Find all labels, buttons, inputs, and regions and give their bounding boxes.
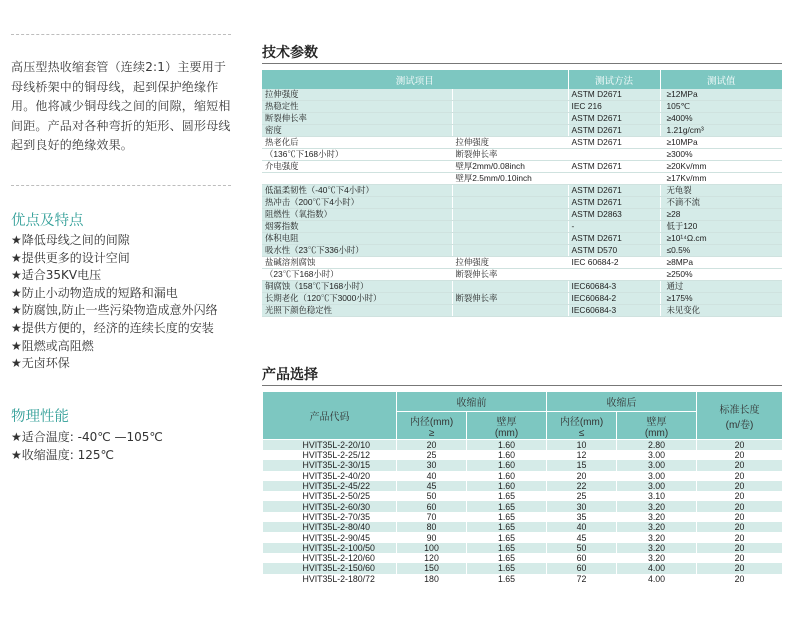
tech-subitem-cell: 壁厚2mm/0.08inch xyxy=(452,161,568,173)
tech-item-cell: （136℃下168小时） xyxy=(262,149,452,161)
product-row xyxy=(263,553,783,563)
tech-method-cell: IEC60684-3 xyxy=(568,305,660,317)
tech-subitem-cell xyxy=(452,209,568,221)
std-length-cell: 20 xyxy=(697,512,783,522)
id-after-cell: 50 xyxy=(547,543,617,553)
tech-row xyxy=(262,269,782,281)
product-row xyxy=(263,574,783,584)
product-code-cell: HVIT35L-2-70/35 xyxy=(263,512,397,522)
feature-item: ★阻燃或高阻燃 xyxy=(11,338,94,353)
std-length-cell: 20 xyxy=(697,501,783,511)
tech-header-value: 测试值 xyxy=(660,70,782,89)
std-length-cell: 20 xyxy=(697,491,783,501)
feature-item: ★提供更多的设计空间 xyxy=(11,250,130,265)
tech-method-cell xyxy=(568,269,660,281)
tech-value-cell: ≤0.5% xyxy=(660,245,782,257)
id-before-cell: 50 xyxy=(397,491,467,501)
id-before-cell: 45 xyxy=(397,481,467,491)
tech-subitem-cell xyxy=(452,305,568,317)
tech-value-cell: ≥10MPa xyxy=(660,137,782,149)
wall-after-cell: 3.20 xyxy=(617,522,697,532)
wall-after-cell: 3.00 xyxy=(617,450,697,460)
tech-subitem-cell xyxy=(452,125,568,137)
tech-row xyxy=(262,233,782,245)
id-before-cell: 70 xyxy=(397,512,467,522)
product-row xyxy=(263,501,783,511)
tech-value-cell: 1.21g/cm³ xyxy=(660,125,782,137)
product-table-body xyxy=(263,440,783,584)
wall-before-cell: 1.65 xyxy=(467,522,547,532)
wall-after-cell: 3.10 xyxy=(617,491,697,501)
tech-value-cell: ≥20Kv/mm xyxy=(660,161,782,173)
std-length-unit: (m/卷) xyxy=(725,419,754,431)
wall-after-cell: 3.20 xyxy=(617,532,697,542)
tech-method-cell: ASTM D2671 xyxy=(568,233,660,245)
std-length-cell: 20 xyxy=(697,440,783,451)
product-row xyxy=(263,563,783,573)
tech-row xyxy=(262,125,782,137)
std-length-cell: 20 xyxy=(697,450,783,460)
wall-after-sub: (mm) xyxy=(644,427,669,439)
header-before-shrink: 收缩前 xyxy=(397,392,547,412)
intro-paragraph: 高压型热收缩套管（连续2:1）主要用于母线桥架中的铜母线，起到保护绝缘作用。他将减少铜母线之间的间隙，缩短相间距。产品对各种弯折的矩形、圆形母线起到良好的绝缘效果。 xyxy=(11,60,231,152)
feature-item: ★提供方便的，经济的连续长度的安装 xyxy=(11,320,214,335)
product-header-row-1 xyxy=(263,392,783,412)
tech-method-cell: IEC 60684-2 xyxy=(568,257,660,269)
tech-value-cell: ≥28 xyxy=(660,209,782,221)
physical-item: ★适合温度: -40℃ —105℃ xyxy=(11,430,163,444)
tech-row xyxy=(262,209,782,221)
tech-value-cell: ≥300% xyxy=(660,149,782,161)
product-code-cell: HVIT35L-2-180/72 xyxy=(263,574,397,584)
product-code-cell: HVIT35L-2-50/25 xyxy=(263,491,397,501)
wall-before-sub: (mm) xyxy=(494,427,519,439)
tech-item-cell: （23℃下168小时） xyxy=(262,269,452,281)
tech-item-cell: 体积电阻 xyxy=(262,233,452,245)
tech-item-cell: 热冲击（200℃下4小时） xyxy=(262,197,452,209)
header-id-before xyxy=(397,412,467,440)
tech-value-cell: 低于120 xyxy=(660,221,782,233)
product-row xyxy=(263,512,783,522)
tech-row xyxy=(262,101,782,113)
id-before-cell: 180 xyxy=(397,574,467,584)
features-title: 优点及特点 xyxy=(11,213,84,229)
tech-method-cell: ASTM D2671 xyxy=(568,161,660,173)
product-row xyxy=(263,532,783,542)
product-row xyxy=(263,491,783,501)
std-length-cell: 20 xyxy=(697,481,783,491)
header-id-after xyxy=(547,412,617,440)
id-after-cell: 20 xyxy=(547,471,617,481)
wall-after-cell: 3.20 xyxy=(617,553,697,563)
wall-after-cell: 4.00 xyxy=(617,574,697,584)
tech-method-cell xyxy=(568,149,660,161)
header-wall-before xyxy=(467,412,547,440)
tech-subitem-cell: 断裂伸长率 xyxy=(452,149,568,161)
physical-item: ★收缩温度: 125℃ xyxy=(11,447,114,462)
id-after-cell: 60 xyxy=(547,563,617,573)
tech-header-row xyxy=(262,70,782,89)
tech-subitem-cell: 拉伸强度 xyxy=(452,137,568,149)
tech-subitem-cell: 壁厚2.5mm/0.10inch xyxy=(452,173,568,185)
wall-before-cell: 1.60 xyxy=(467,440,547,451)
tech-item-cell: 热老化后 xyxy=(262,137,452,149)
product-code-cell: HVIT35L-2-25/12 xyxy=(263,450,397,460)
feature-item: ★无卤环保 xyxy=(11,356,70,371)
tech-row xyxy=(262,293,782,305)
feature-item: ★防腐蚀,防止一些污染物造成意外闪络 xyxy=(11,303,218,318)
tech-item-cell: 断裂伸长率 xyxy=(262,113,452,125)
std-length-cell: 20 xyxy=(697,471,783,481)
id-before-cell: 30 xyxy=(397,460,467,470)
tech-method-cell: - xyxy=(568,221,660,233)
tech-item-cell: 介电强度 xyxy=(262,161,452,173)
header-std-length xyxy=(697,392,783,440)
tech-subitem-cell xyxy=(452,245,568,257)
std-length-cell: 20 xyxy=(697,522,783,532)
feature-item: ★适合35KV电压 xyxy=(11,268,102,283)
wall-after-cell: 2.80 xyxy=(617,440,697,451)
tech-value-cell: ≥175% xyxy=(660,293,782,305)
id-after-cell: 72 xyxy=(547,574,617,584)
product-row xyxy=(263,522,783,532)
tech-method-cell: ASTM D2671 xyxy=(568,185,660,197)
std-length-cell: 20 xyxy=(697,553,783,563)
product-code-cell: HVIT35L-2-120/60 xyxy=(263,553,397,563)
id-after-cell: 25 xyxy=(547,491,617,501)
product-code-cell: HVIT35L-2-150/60 xyxy=(263,563,397,573)
tech-row xyxy=(262,149,782,161)
product-row xyxy=(263,460,783,470)
wall-after-cell: 3.00 xyxy=(617,460,697,470)
tech-subitem-cell xyxy=(452,281,568,293)
wall-before-cell: 1.60 xyxy=(467,450,547,460)
product-title-rule xyxy=(262,385,782,386)
id-after-label: 内径(mm) xyxy=(559,416,604,428)
features-list xyxy=(11,232,218,373)
id-after-cell: 15 xyxy=(547,460,617,470)
id-before-cell: 25 xyxy=(397,450,467,460)
wall-before-cell: 1.65 xyxy=(467,501,547,511)
left-top-divider xyxy=(11,34,231,35)
tech-subitem-cell xyxy=(452,89,568,101)
wall-before-cell: 1.65 xyxy=(467,574,547,584)
wall-after-cell: 3.00 xyxy=(617,481,697,491)
tech-subitem-cell: 断裂伸长率 xyxy=(452,293,568,305)
tech-method-cell: IEC60684-2 xyxy=(568,293,660,305)
header-wall-after xyxy=(617,412,697,440)
id-before-cell: 80 xyxy=(397,522,467,532)
tech-row xyxy=(262,305,782,317)
wall-before-cell: 1.60 xyxy=(467,481,547,491)
tech-item-cell: 密度 xyxy=(262,125,452,137)
wall-after-cell: 3.00 xyxy=(617,471,697,481)
tech-row xyxy=(262,245,782,257)
id-before-cell: 120 xyxy=(397,553,467,563)
product-code-cell: HVIT35L-2-60/30 xyxy=(263,501,397,511)
tech-item-cell: 烟雾指数 xyxy=(262,221,452,233)
wall-before-cell: 1.65 xyxy=(467,563,547,573)
id-after-cell: 45 xyxy=(547,532,617,542)
tech-method-cell: ASTM D2671 xyxy=(568,125,660,137)
tech-value-cell: 通过 xyxy=(660,281,782,293)
id-after-cell: 10 xyxy=(547,440,617,451)
wall-after-label: 壁厚 xyxy=(646,416,667,428)
tech-row xyxy=(262,257,782,269)
id-after-cell: 60 xyxy=(547,553,617,563)
physical-list xyxy=(11,429,163,464)
product-code-cell: HVIT35L-2-20/10 xyxy=(263,440,397,451)
tech-method-cell: ASTM D570 xyxy=(568,245,660,257)
tech-subitem-cell: 拉伸强度 xyxy=(452,257,568,269)
wall-after-cell: 3.20 xyxy=(617,512,697,522)
tech-value-cell: ≥12MPa xyxy=(660,89,782,101)
id-before-cell: 100 xyxy=(397,543,467,553)
header-after-shrink: 收缩后 xyxy=(547,392,697,412)
wall-before-label: 壁厚 xyxy=(496,416,517,428)
tech-value-cell: 105℃ xyxy=(660,101,782,113)
physical-title: 物理性能 xyxy=(11,409,69,425)
tech-header-item: 测试项目 xyxy=(262,70,568,89)
tech-row xyxy=(262,113,782,125)
wall-before-cell: 1.60 xyxy=(467,460,547,470)
header-product-code: 产品代码 xyxy=(263,392,397,440)
tech-header-method: 测试方法 xyxy=(568,70,660,89)
std-length-cell: 20 xyxy=(697,543,783,553)
id-after-cell: 12 xyxy=(547,450,617,460)
tech-method-cell: ASTM D2671 xyxy=(568,137,660,149)
tech-value-cell: 未见变化 xyxy=(660,305,782,317)
tech-value-cell: ≥400% xyxy=(660,113,782,125)
tech-row xyxy=(262,89,782,101)
wall-after-cell: 3.20 xyxy=(617,543,697,553)
wall-before-cell: 1.65 xyxy=(467,491,547,501)
tech-subitem-cell xyxy=(452,197,568,209)
id-before-cell: 150 xyxy=(397,563,467,573)
wall-before-cell: 1.65 xyxy=(467,532,547,542)
tech-item-cell: 阻燃性（氧指数） xyxy=(262,209,452,221)
tech-item-cell: 热稳定性 xyxy=(262,101,452,113)
tech-table-body xyxy=(262,89,782,317)
tech-method-cell xyxy=(568,173,660,185)
wall-before-cell: 1.65 xyxy=(467,512,547,522)
tech-row xyxy=(262,137,782,149)
product-section-title: 产品选择 xyxy=(262,367,318,383)
id-before-sub: ≥ xyxy=(428,427,435,439)
tech-value-cell: ≥8MPa xyxy=(660,257,782,269)
tech-subitem-cell: 断裂伸长率 xyxy=(452,269,568,281)
id-before-label: 内径(mm) xyxy=(409,416,454,428)
id-after-cell: 40 xyxy=(547,522,617,532)
tech-item-cell: 铜腐蚀（158℃下168小时） xyxy=(262,281,452,293)
tech-item-cell: 光照下颜色稳定性 xyxy=(262,305,452,317)
feature-item: ★降低母线之间的间隙 xyxy=(11,233,130,247)
wall-before-cell: 1.65 xyxy=(467,543,547,553)
id-before-cell: 90 xyxy=(397,532,467,542)
tech-subitem-cell xyxy=(452,101,568,113)
tech-method-cell: IEC60684-3 xyxy=(568,281,660,293)
id-after-cell: 35 xyxy=(547,512,617,522)
std-length-label: 标准长度 xyxy=(719,404,760,416)
tech-title-rule xyxy=(262,63,782,64)
tech-item-cell: 拉伸强度 xyxy=(262,89,452,101)
product-code-cell: HVIT35L-2-40/20 xyxy=(263,471,397,481)
tech-row xyxy=(262,221,782,233)
id-after-cell: 22 xyxy=(547,481,617,491)
intro-divider xyxy=(11,185,231,186)
id-before-cell: 40 xyxy=(397,471,467,481)
wall-after-cell: 3.20 xyxy=(617,501,697,511)
id-before-cell: 20 xyxy=(397,440,467,451)
id-before-cell: 60 xyxy=(397,501,467,511)
tech-row xyxy=(262,197,782,209)
tech-row xyxy=(262,281,782,293)
tech-row xyxy=(262,173,782,185)
product-row xyxy=(263,481,783,491)
std-length-cell: 20 xyxy=(697,532,783,542)
tech-item-cell xyxy=(262,173,452,185)
tech-subitem-cell xyxy=(452,221,568,233)
tech-item-cell: 低温柔韧性（-40℃下4小时） xyxy=(262,185,452,197)
product-code-cell: HVIT35L-2-45/22 xyxy=(263,481,397,491)
tech-item-cell: 盐碱溶剂腐蚀 xyxy=(262,257,452,269)
tech-subitem-cell xyxy=(452,233,568,245)
wall-after-cell: 4.00 xyxy=(617,563,697,573)
tech-row xyxy=(262,185,782,197)
tech-params-table xyxy=(262,70,782,317)
feature-item: ★防止小动物造成的短路和漏电 xyxy=(11,285,178,300)
product-row xyxy=(263,471,783,481)
wall-before-cell: 1.65 xyxy=(467,553,547,563)
tech-value-cell: ≥250% xyxy=(660,269,782,281)
std-length-cell: 20 xyxy=(697,460,783,470)
tech-value-cell: ≥10¹⁴Ω.cm xyxy=(660,233,782,245)
tech-method-cell: ASTM D2671 xyxy=(568,113,660,125)
tech-subitem-cell xyxy=(452,113,568,125)
tech-method-cell: IEC 216 xyxy=(568,101,660,113)
product-table xyxy=(262,391,783,584)
tech-value-cell: 不滴不流 xyxy=(660,197,782,209)
product-row xyxy=(263,450,783,460)
std-length-cell: 20 xyxy=(697,563,783,573)
tech-subitem-cell xyxy=(452,185,568,197)
tech-item-cell: 长期老化（120℃下3000小时） xyxy=(262,293,452,305)
tech-section-title: 技术参数 xyxy=(262,45,318,61)
tech-method-cell: ASTM D2863 xyxy=(568,209,660,221)
product-row xyxy=(263,543,783,553)
tech-item-cell: 吸水性（23℃下336小时） xyxy=(262,245,452,257)
id-after-sub: ≤ xyxy=(578,427,585,439)
tech-row xyxy=(262,161,782,173)
tech-method-cell: ASTM D2671 xyxy=(568,197,660,209)
product-code-cell: HVIT35L-2-90/45 xyxy=(263,532,397,542)
std-length-cell: 20 xyxy=(697,574,783,584)
wall-before-cell: 1.60 xyxy=(467,471,547,481)
product-code-cell: HVIT35L-2-100/50 xyxy=(263,543,397,553)
id-after-cell: 30 xyxy=(547,501,617,511)
tech-value-cell: ≥17Kv/mm xyxy=(660,173,782,185)
product-row xyxy=(263,440,783,451)
tech-method-cell: ASTM D2671 xyxy=(568,89,660,101)
product-code-cell: HVIT35L-2-30/15 xyxy=(263,460,397,470)
product-code-cell: HVIT35L-2-80/40 xyxy=(263,522,397,532)
tech-value-cell: 无龟裂 xyxy=(660,185,782,197)
